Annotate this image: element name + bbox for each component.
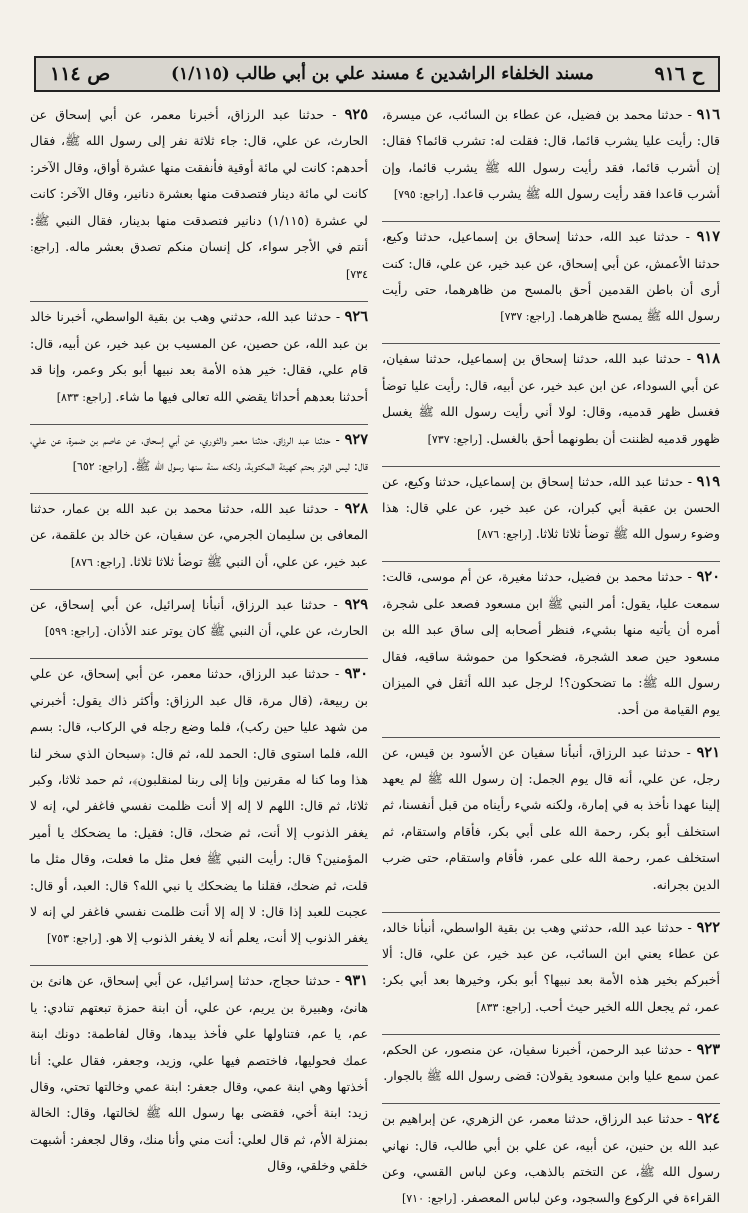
hadith-entry: ٩٢٨ - حدثنا عبد الله، حدثنا محمد بن عبد الله بن عمار، حدثنا المعافى بن سليمان الجرمي، عن سفيان، عن خالد بن علقمة، عن عبد خير، عن علي، أن النبي ﷺ توضأ ثلاثا ثلاثا. [راجع: ٨٧٦] (30, 493, 368, 576)
hadith-number: ٩٢٦ (344, 308, 368, 326)
hadith-entry: ٩١٨ - حدثنا عبد الله، حدثنا إسحاق بن إسماعيل، حدثنا سفيان، عن أبي السوداء، عن ابن عبد خير، عن أبيه، قال: رأيت عليا توضأ فغسل ظهر قدميه، وقال: لولا أني رأيت رسول الله ﷺ يغسل ظهور قدميه لظننت أن بطونهما أحق بالغسل. [راجع: ٧٣٧] (382, 343, 720, 453)
hadith-number: ٩٢٥ (344, 106, 368, 123)
hadith-reference: [راجع: ٨٧٦] (477, 528, 532, 542)
hadith-reference: [راجع: ٧١٠] (401, 1192, 457, 1206)
hadith-number: ٩١٨ (696, 350, 720, 368)
hadith-text: حدثنا عبد الرزاق، أنبأنا سفيان عن الأسود بن قيس، عن رجل، عن علي، أنه قال يوم الجمل: إن رسول الله ﷺ لم يعهد إلينا عهدا نأخذ به في إمارة، ولكنه شيء رأيناه من قبل أنفسنا، ثم استخلف أبو بكر، رحمة الله على أبي بكر، فأقام واستقام، ثم استخلف عمر، رحمة الله على عمر، فأقام واستقام، حتى ضرب الدين بجرانه. (382, 744, 720, 892)
hadith-entry: ٩٢٥ - حدثنا عبد الرزاق، أخبرنا معمر، عن أبي إسحاق عن الحارث، عن علي، قال: جاء ثلاثة نفر إلى رسول الله ﷺ، فقال أحدهم: كانت لي مائة أوقية فأنفقت منها عشرة أواق، وقال الآخر: كانت لي مائة دينار فتصدقت منها بعشرة دنانير، وقال الآخر: كانت لي عشرة (١/١١٥) دنانير فتصدقت منها بدينار، فقال النبي ﷺ: أنتم في الأجر سواء، كل إنسان منكم تصدق بعشر ماله. [راجع: ٧٣٤] (30, 106, 368, 282)
hadith-number: ٩٣١ (344, 972, 368, 990)
hadith-entry: ٩٢٩ - حدثنا عبد الرزاق، أنبأنا إسرائيل، عن أبي إسحاق، عن الحارث، عن علي، أن النبي ﷺ كان يوتر عند الأذان. [راجع: ٥٩٩] (30, 589, 368, 646)
hadith-text: حدثنا عبد الله، حدثنا إسحاق بن إسماعيل، حدثنا وكيع، عن الحسن بن عقبة أبي كبران، عن عبد خير، عن علي قال: هذا وضوء رسول الله ﷺ توضأ ثلاثا ثلاثا. (382, 473, 720, 542)
hadith-text: حدثنا عبد الله، حدثني وهب بن بقية الواسطي، أنبأنا خالد، عن عطاء يعني ابن السائب، عن عبد خير، عن علي، قال: ألا أخبركم بخير هذه الأمة بعد نبيها؟ أبو بكر، وخيرها بعد أبي بكر: عمر، ثم يجعل الله الخير حيث أحب. (382, 919, 720, 1014)
hadith-reference: [راجع: ٧٣٧] (500, 310, 555, 324)
hadith-number: ٩٣٠ (344, 665, 368, 683)
hadith-entry: ٩٢٢ - حدثنا عبد الله، حدثني وهب بن بقية الواسطي، أنبأنا خالد، عن عطاء يعني ابن السائب، عن عبد خير، عن علي، قال: ألا أخبركم بخير هذه الأمة بعد نبيها؟ أبو بكر، وخيرها بعد أبي بكر: عمر، ثم يجعل الله الخير حيث أحب. [راجع: ٨٣٣] (382, 912, 720, 1022)
hadith-entry: ٩٢٧ - حدثنا عبد الرزاق، حدثنا معمر والثوري، عن أبي إسحاق، عن عاصم بن ضمرة، عن علي، قال: ليس الوتر بحتم كهيئة المكتوبة، ولكنه سنة سنها رسول الله ﷺ. [راجع: ٦٥٢] (30, 424, 368, 481)
hadith-number: ٩٢٨ (344, 500, 368, 518)
hadith-reference: [راجع: ٦٥٢] (72, 460, 128, 474)
hadith-text: حدثنا حجاج، حدثنا إسرائيل، عن أبي إسحاق، عن هانئ بن هانئ، وهبيرة بن يريم، عن علي، أن ابنة حمزة تبعتهم تنادي: يا عم، يا عم، فتناولها علي فأخذ بيدها، وقال لفاطمة: دونك ابنة عمك فحوليها، فاختصم فيها علي، وزيد، وجعفر، فقال علي: أنا أخذتها وهي ابنة عمي، وقال جعفر: ابنة عمي وخالتها تحتي، وقال زيد: ابنة أخي، فقضى بها رسول الله ﷺ لخالتها، وقال: الخالة بمنزلة الأم، ثم قال لعلي: أنت مني وأنا منك، وقال لجعفر: أشبهت خلقي وخلقي، وقال (30, 973, 368, 1174)
right-column (382, 100, 721, 1206)
hadith-entry: ٩٣١ - حدثنا حجاج، حدثنا إسرائيل، عن أبي إسحاق، عن هانئ بن هانئ، وهبيرة بن يريم، عن علي، أن ابنة حمزة تبعتهم تنادي: يا عم، يا عم، فتناولها علي فأخذ بيدها، وقال لفاطمة: دونك ابنة عمك فحوليها، فاختصم فيها علي، وزيد، وجعفر، فقال علي: أنا أخذتها وهي ابنة عمي، وقال جعفر: ابنة عمي وخالتها تحتي، وقال زيد: ابنة أخي، فقضى بها رسول الله ﷺ لخالتها، وقال: الخالة بمنزلة الأم، ثم قال لعلي: أنت مني وأنا منك، وقال لجعفر: أشبهت خلقي وخلقي، وقال (30, 965, 368, 1180)
page-number-left: ص ١١٤ (50, 63, 111, 85)
hadith-text: حدثنا عبد الله، حدثنا إسحاق بن إسماعيل، حدثنا سفيان، عن أبي السوداء، عن ابن عبد خير، عن أبيه، قال: رأيت عليا توضأ فغسل ظهر قدميه، وقال: لولا أني رأيت رسول الله ﷺ يغسل ظهور قدميه لظننت أن بطونهما أحق بالغسل. (382, 351, 720, 446)
hadith-reference: [راجع: ٨٧٦] (70, 555, 126, 569)
hadith-entry: ٩١٧ - حدثنا عبد الله، حدثنا إسحاق بن إسماعيل، حدثنا وكيع، حدثنا الأعمش، عن أبي إسحاق، عن عبد خير، عن علي، قال: كنت أرى أن باطن القدمين أحق بالمسح من ظاهرهما، حتى رأيت رسول الله ﷺ يمسح ظاهرهما. [راجع: ٧٣٧] (382, 221, 720, 331)
left-column (30, 100, 369, 1174)
hadith-number: ٩٢٠ (696, 568, 720, 586)
hadith-text: حدثنا عبد الرزاق، حدثنا معمر، عن الزهري، عن إبراهيم بن عبد الله بن حنين، عن أبيه، عن علي بن أبي طالب، قال: نهاني رسول الله ﷺ، عن التختم بالذهب، وعن لباس القسي، وعن القراءة في الركوع والسجود، وعن لباس المعصفر. (382, 1111, 720, 1206)
hadith-reference: [راجع: ٥٩٩] (44, 625, 100, 639)
running-title: مسند الخلفاء الراشدين ٤ مسند علي بن أبي طالب (١/١١٥) (170, 64, 594, 84)
hadith-number: ٩١٧ (696, 228, 721, 246)
hadith-number: ٩٢٣ (696, 1040, 720, 1058)
hadith-text: حدثنا محمد بن فضيل، حدثنا مغيرة، عن أم موسى، قالت: سمعت عليا، يقول: أمر النبي ﷺ ابن مسعود فصعد على شجرة، أمره أن يأتيه منها بشيء، فنظر أصحابه إلى ساق عبد الله بن مسعود حين صعد الشجرة، فضحكوا من حموشة ساقيه، فقال رسول الله ﷺ: ما تضحكون؟! لرجل عبد الله أثقل في الميزان يوم القيامة من أحد. (382, 569, 720, 717)
page-number-right: ح ٩١٦ (654, 63, 704, 85)
hadith-text: حدثنا عبد الله، حدثنا محمد بن عبد الله بن عمار، حدثنا المعافى بن سليمان الجرمي، عن سفيان، عن خالد بن علقمة، عن عبد خير، عن علي، أن النبي ﷺ توضأ ثلاثا ثلاثا. (30, 501, 368, 569)
hadith-number: ٩١٩ (696, 472, 721, 490)
hadith-text: حدثنا عبد الله، حدثنا إسحاق بن إسماعيل، حدثنا وكيع، حدثنا الأعمش، عن أبي إسحاق، عن عبد خير، عن علي، قال: كنت أرى أن باطن القدمين أحق بالمسح من ظاهرهما، حتى رأيت رسول الله ﷺ يمسح ظاهرهما. (382, 229, 720, 324)
hadith-entry: ٩٢٤ - حدثنا عبد الرزاق، حدثنا معمر، عن الزهري، عن إبراهيم بن عبد الله بن حنين، عن أبيه، عن علي بن أبي طالب، قال: نهاني رسول الله ﷺ، عن التختم بالذهب، وعن لباس القسي، وعن القراءة في الركوع والسجود، وعن لباس المعصفر. [راجع: ٧١٠] (382, 1103, 720, 1213)
hadith-number: ٩٢٧ (344, 430, 368, 448)
hadith-entry: ٩٣٠ - حدثنا عبد الرزاق، حدثنا معمر، عن أبي إسحاق، عن علي بن ربيعة، (قال مرة، قال عبد الرزاق: وأكثر ذاك يقول: أخبرني من شهد عليا حين ركب)، فلما وضع رجله في الركاب، قال: بسم الله، فلما استوى قال: الحمد لله، ثم قال: ﴿سبحان الذي سخر لنا هذا وما كنا له مقرنين وإنا إلى ربنا لمنقلبون﴾، ثم حمد ثلاثا، وكبر ثلاثا، ثم قال: اللهم لا إله إلا أنت ظلمت نفسي فاغفر لي، إنه لا يغفر الذنوب إلا أنت، ثم ضحك، قال: فقيل: ما يضحكك يا أمير المؤمنين؟ قال: رأيت النبي ﷺ فعل مثل ما فعلت، وقال مثل ما قلت، ثم ضحك، فقلنا ما يضحكك يا نبي الله؟ قال: العبد، أو قال: عجبت للعبد إذا قال: لا إله إلا أنت ظلمت نفسي فاغفر لي إنه لا يغفر الذنوب إلا أنت، يعلم أنه لا يغفر الذنوب إلا هو. [راجع: ٧٥٣] (30, 658, 368, 952)
hadith-entry: ٩٢٦ - حدثنا عبد الله، حدثني وهب بن بقية الواسطي، أخبرنا خالد بن عبد الله، عن حصين، عن المسيب بن عبد خير، عن أبيه، قال: قام علي، فقال: خير هذه الأمة بعد نبيها أبو بكر وعمر، وإنا قد أحدثنا بعدهم أحداثا يقضي الله تعالى فيها ما شاء. [راجع: ٨٣٣] (30, 301, 368, 411)
hadith-entry: ٩٢٠ - حدثنا محمد بن فضيل، حدثنا مغيرة، عن أم موسى، قالت: سمعت عليا، يقول: أمر النبي ﷺ ابن مسعود فصعد على شجرة، أمره أن يأتيه منها بشيء، فنظر أصحابه إلى ساق عبد الله بن مسعود حين صعد الشجرة، فضحكوا من حموشة ساقيه، فقال رسول الله ﷺ: ما تضحكون؟! لرجل عبد الله أثقل في الميزان يوم القيامة من أحد. (382, 561, 720, 723)
hadith-number: ٩٢٩ (344, 595, 368, 613)
hadith-reference: [راجع: ٧٣٧] (427, 432, 483, 446)
hadith-text: حدثنا عبد الرزاق، أنبأنا إسرائيل، عن أبي إسحاق، عن الحارث، عن علي، أن النبي ﷺ كان يوتر عند الأذان. (30, 596, 368, 639)
hadith-entry: ٩٢١ - حدثنا عبد الرزاق، أنبأنا سفيان عن الأسود بن قيس، عن رجل، عن علي، أنه قال يوم الجمل: إن رسول الله ﷺ لم يعهد إلينا عهدا نأخذ به في إمارة، ولكنه شيء رأيناه من قبل أنفسنا، ثم استخلف أبو بكر، رحمة الله على أبي بكر، فأقام واستقام، ثم استخلف عمر، رحمة الله على عمر، فأقام واستقام، حتى ضرب الدين بجرانه. (382, 737, 720, 899)
hadith-text: حدثنا عبد الرزاق، أخبرنا معمر، عن أبي إسحاق عن الحارث، عن علي، قال: جاء ثلاثة نفر إلى رسول الله ﷺ، فقال أحدهم: كانت لي مائة أوقية فأنفقت منها عشرة أواق، وقال الآخر: كانت لي مائة دينار فتصدقت منها بعشرة دنانير، وقال الآخر: كانت لي عشرة (١/١١٥) دنانير فتصدقت منها بدينار، فقال النبي ﷺ: أنتم في الأجر سواء، كل إنسان منكم تصدق بعشر ماله. (30, 107, 368, 255)
page-header (34, 56, 720, 92)
hadith-text: حدثنا عبد الرحمن، أخبرنا سفيان، عن منصور، عن الحكم، عمن سمع عليا وابن مسعود يقولان: قضى رسول الله ﷺ بالجوار. (382, 1041, 720, 1084)
hadith-number: ٩٢٢ (696, 918, 720, 936)
hadith-number: ٩٢٤ (696, 1110, 721, 1128)
hadith-entry: ٩١٦ - حدثنا محمد بن فضيل، عن عطاء بن السائب، عن ميسرة، قال: رأيت عليا يشرب قائما، قال: فقلت له: تشرب قائما؟ فقال: إن أشرب قائما، فقد رأيت رسول الله ﷺ يشرب قائما، وإن أشرب قاعدا فقد رأيت رسول الله ﷺ يشرب قاعدا. [راجع: ٧٩٥] (382, 106, 721, 202)
hadith-reference: [راجع: ٧٥٣] (46, 932, 102, 946)
hadith-reference: [راجع: ٨٣٣] (476, 1000, 531, 1014)
hadith-reference: [راجع: ٧٣٤] (30, 241, 368, 282)
hadith-entry: ٩١٩ - حدثنا عبد الله، حدثنا إسحاق بن إسماعيل، حدثنا وكيع، عن الحسن بن عقبة أبي كبران، عن عبد خير، عن علي قال: هذا وضوء رسول الله ﷺ توضأ ثلاثا ثلاثا. [راجع: ٨٧٦] (382, 466, 720, 549)
hadith-number: ٩٢١ (696, 743, 720, 761)
hadith-reference: [راجع: ٧٩٥] (393, 188, 449, 202)
hadith-text: حدثنا محمد بن فضيل، عن عطاء بن السائب، عن ميسرة، قال: رأيت عليا يشرب قائما، قال: فقلت له: تشرب قائما؟ فقال: إن أشرب قائما، فقد رأيت رسول الله ﷺ يشرب قائما، وإن أشرب قاعدا فقد رأيت رسول الله ﷺ يشرب قاعدا. (382, 107, 720, 202)
hadith-text: حدثنا عبد الرزاق، حدثنا معمر، عن أبي إسحاق، عن علي بن ربيعة، (قال مرة، قال عبد الرزاق: وأكثر ذاك يقول: أخبرني من شهد عليا حين ركب)، فلما وضع رجله في الركاب، قال: بسم الله، فلما استوى قال: الحمد لله، ثم قال: ﴿سبحان الذي سخر لنا هذا وما كنا له مقرنين وإنا إلى ربنا لمنقلبون﴾، ثم حمد ثلاثا، وكبر ثلاثا، ثم قال: اللهم لا إله إلا أنت ظلمت نفسي فاغفر لي، إنه لا يغفر الذنوب إلا أنت، ثم ضحك، قال: فقيل: ما يضحكك يا أمير المؤمنين؟ قال: رأيت النبي ﷺ فعل مثل ما فعلت، وقال مثل ما قلت، ثم ضحك، فقلنا ما يضحكك يا نبي الله؟ قال: العبد، أو قال: عجبت للعبد إذا قال: لا إله إلا أنت ظلمت نفسي فاغفر لي إنه لا يغفر الذنوب إلا أنت، يعلم أنه لا يغفر الذنوب إلا هو. (30, 666, 368, 946)
hadith-number: ٩١٦ (696, 106, 721, 123)
hadith-entry: ٩٢٣ - حدثنا عبد الرحمن، أخبرنا سفيان، عن منصور، عن الحكم، عمن سمع عليا وابن مسعود يقولان: قضى رسول الله ﷺ بالجوار. (382, 1034, 720, 1091)
hadith-text: حدثنا عبد الرزاق، حدثنا معمر والثوري، عن أبي إسحاق، عن عاصم بن ضمرة، عن علي، قال: ليس الوتر بحتم كهيئة المكتوبة، ولكنه سنة سنها رسول الله ﷺ. (30, 431, 368, 474)
hadith-reference: [راجع: ٨٣٣] (56, 390, 112, 404)
hadith-text: حدثنا عبد الله، حدثني وهب بن بقية الواسطي، أخبرنا خالد بن عبد الله، عن حصين، عن المسيب بن عبد خير، عن أبيه، قال: قام علي، فقال: خير هذه الأمة بعد نبيها أبو بكر وعمر، وإنا قد أحدثنا بعدهم أحداثا يقضي الله تعالى فيها ما شاء. (30, 309, 369, 404)
